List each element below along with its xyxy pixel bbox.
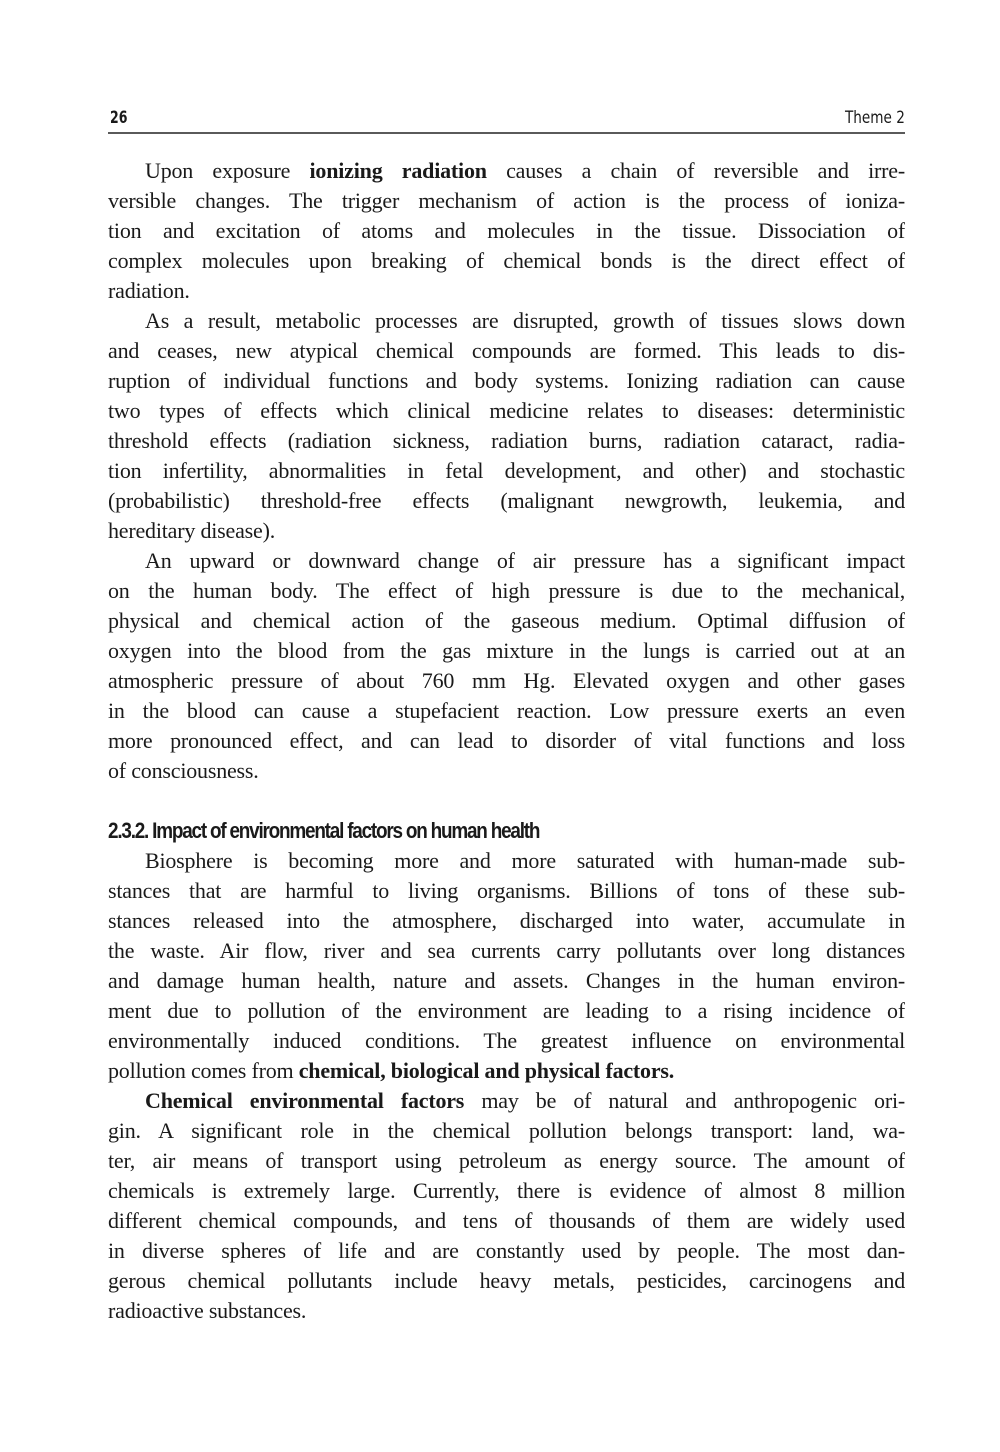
text-line: the waste. Air flow, river and sea currents carry pollutants over long distances: [108, 938, 905, 963]
text-line: oxygen into the blood from the gas mixture in the lungs is carried out at an: [108, 638, 905, 663]
text-line: more pronounced effect, and can lead to disorder of vital functions and loss: [108, 728, 905, 753]
text-line: (probabilistic) threshold-free effects (malignant newgrowth, leukemia, and: [108, 488, 905, 513]
text-line: in diverse spheres of life and are constantly used by people. The most dan-: [108, 1238, 905, 1263]
running-title: Theme 2: [845, 108, 905, 128]
text-line: ruption of individual functions and body systems. Ionizing radiation can cause: [108, 368, 905, 393]
header-rule: [108, 132, 905, 134]
text-line: of consciousness.: [108, 758, 259, 783]
text-line: gin. A significant role in the chemical pollution belongs transport: land, wa-: [108, 1118, 905, 1143]
text-line: two types of effects which clinical medicine relates to diseases: deterministic: [108, 398, 905, 423]
text-line: ment due to pollution of the environment are leading to a rising incidence of: [108, 998, 905, 1023]
bold-term: Chemical environmental factors: [145, 1088, 465, 1113]
text-line: different chemical compounds, and tens of thousands of them are widely used: [108, 1208, 905, 1233]
text-line: on the human body. The effect of high pressure is due to the mechanical,: [108, 578, 905, 603]
text-line: tion and excitation of atoms and molecules in the tissue. Dissociation of: [108, 218, 905, 243]
bold-term: ionizing radiation: [309, 158, 487, 183]
text-line: complex molecules upon breaking of chemical bonds is the direct effect of: [108, 248, 905, 273]
text-line: stances released into the atmosphere, discharged into water, accumulate in: [108, 908, 905, 933]
text-line: Chemical environmental factors may be of natural and anthropogenic ori-: [145, 1088, 905, 1113]
text-line: As a result, metabolic processes are disrupted, growth of tissues slows down: [145, 308, 905, 333]
text-line: Upon exposure ionizing radiation causes a chain of reversible and irre-: [145, 158, 905, 183]
text-line: threshold effects (radiation sickness, radiation burns, radiation cataract, radia-: [108, 428, 905, 453]
paragraph-biosphere: [108, 846, 905, 1086]
text-line: An upward or downward change of air pressure has a significant impact: [145, 548, 905, 573]
text-line: and ceases, new atypical chemical compounds are formed. This leads to dis-: [108, 338, 905, 363]
text-line: environmentally induced conditions. The greatest influence on environmental: [108, 1028, 905, 1053]
text-line: and damage human health, nature and assets. Changes in the human environ-: [108, 968, 905, 993]
page-body: [108, 156, 905, 1326]
text-line: radioactive substances.: [108, 1298, 307, 1323]
page-number: 26: [110, 108, 128, 128]
text-line: gerous chemical pollutants include heavy metals, pesticides, carcinogens and: [108, 1268, 905, 1293]
text-line: hereditary disease).: [108, 518, 276, 543]
text-line: stances that are harmful to living organisms. Billions of tons of these sub-: [108, 878, 905, 903]
paragraph-chemical-factors: [108, 1086, 905, 1326]
text-line: in the blood can cause a stupefacient reaction. Low pressure exerts an even: [108, 698, 905, 723]
text-line: radiation.: [108, 278, 190, 303]
text-line: atmospheric pressure of about 760 mm Hg. Elevated oxygen and other gases: [108, 668, 905, 693]
paragraph-air-pressure: [108, 546, 905, 786]
text-line: pollution comes from chemical, biological and physical factors.: [108, 1058, 675, 1083]
text-line: versible changes. The trigger mechanism of action is the process of ioniza-: [108, 188, 905, 213]
text-line: Biosphere is becoming more and more saturated with human-made sub-: [145, 848, 905, 873]
text-line: ter, air means of transport using petroleum as energy source. The amount of: [108, 1148, 905, 1173]
text-line: chemicals is extremely large. Currently, there is evidence of almost 8 million: [108, 1178, 905, 1203]
paragraph-effects: [108, 306, 905, 546]
paragraph-ionizing-radiation: [108, 156, 905, 306]
text-line: tion infertility, abnormalities in fetal development, and other) and stochastic: [108, 458, 905, 483]
running-header: [108, 106, 905, 132]
text-line: physical and chemical action of the gaseous medium. Optimal diffusion of: [108, 608, 905, 633]
section-heading: 2.3.2. Impact of environmental factors on human health: [108, 818, 540, 843]
bold-term: chemical, biological and physical factors.: [298, 1058, 675, 1083]
